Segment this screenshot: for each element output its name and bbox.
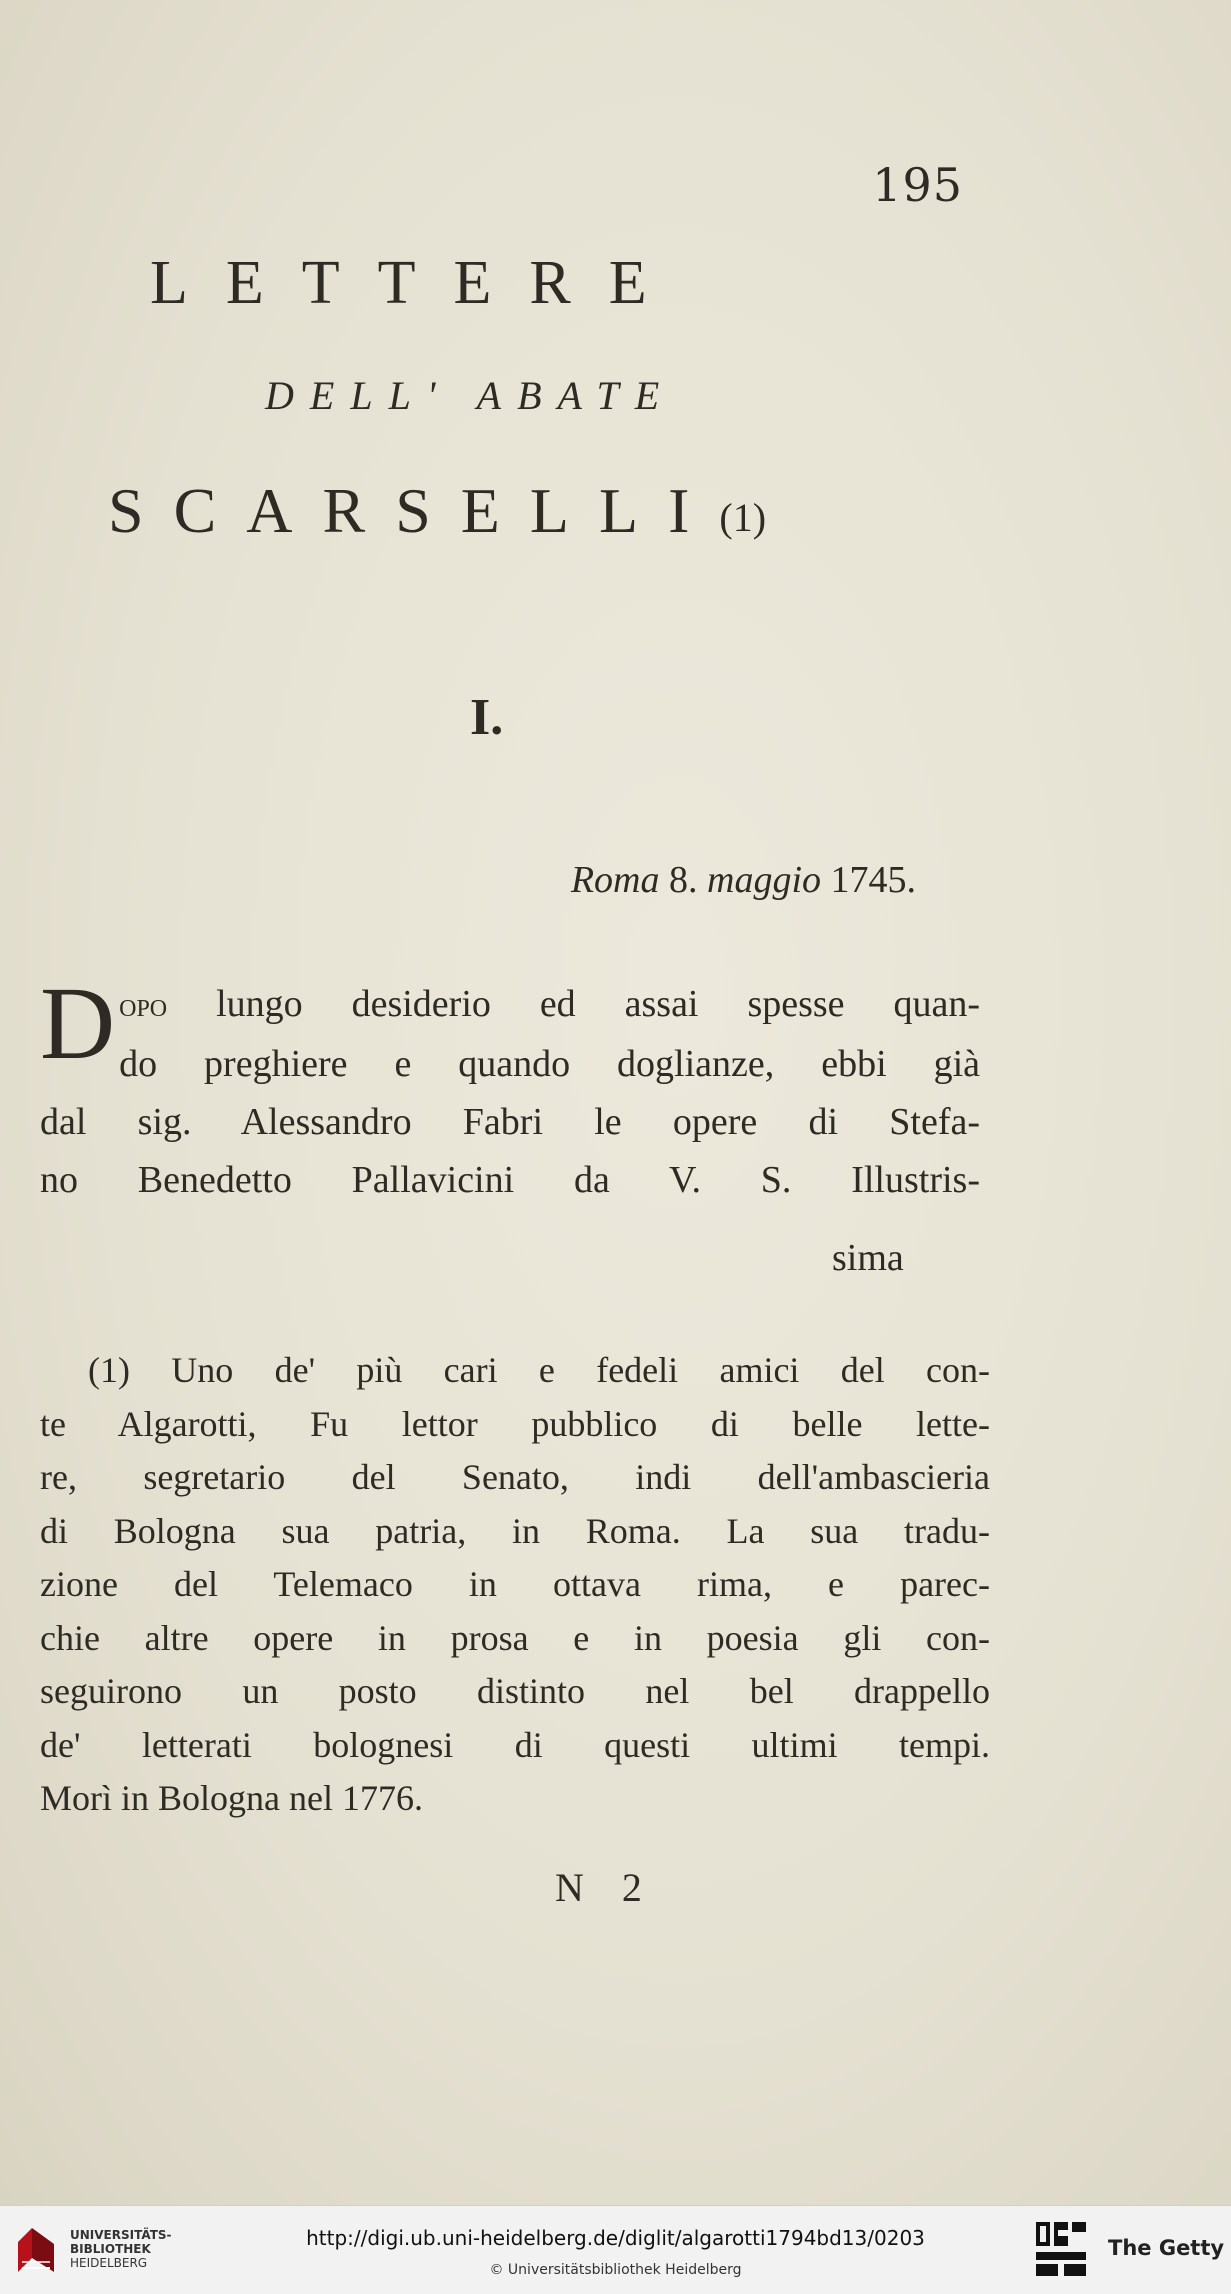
body-line-1-text: lungo desiderio ed assai spesse quan- (216, 983, 981, 1025)
library-line: BIBLIOTHEK (70, 2242, 151, 2256)
getty-logo-icon[interactable] (1034, 2220, 1088, 2278)
page-title: LETTERE (150, 249, 685, 317)
footnote-line: (1) Uno de' più cari e fedeli amici del con- (88, 1350, 990, 1390)
body-line-2: do preghiere e quando doglianze, ebbi già (119, 1043, 980, 1085)
dateline-month: maggio (707, 859, 821, 901)
footnote-line: re, segretario del Senato, indi dell'ambascieria (40, 1457, 990, 1497)
footnote-line: de' letterati bolognesi di questi ultimi tempi. (40, 1724, 990, 1765)
dateline-year: 1745. (830, 859, 916, 901)
catchword: sima (832, 1237, 904, 1279)
drop-cap: D (40, 966, 116, 1081)
footnote-line: zione del Telemaco in ottava rima, e parec- (40, 1564, 990, 1604)
signature-mark: N 2 (555, 1865, 656, 1910)
getty-label: The Getty (1108, 2236, 1225, 2260)
body-line-1 (40, 975, 980, 1035)
author-footnote-ref: (1) (719, 494, 767, 540)
page-number: 195 (872, 158, 963, 212)
footnote-line: te Algarotti, Fu lettor pubblico di belle lette- (40, 1403, 990, 1444)
footnote-line: Morì in Bologna nel 1776. (40, 1778, 423, 1818)
copyright-notice: © Universitätsbibliothek Heidelberg (489, 2262, 742, 2278)
footnote-line: di Bologna sua patria, in Roma. La sua tradu- (40, 1510, 990, 1551)
body-line-4: no Benedetto Pallavicini da V. S. Illustris- (40, 1159, 980, 1201)
dateline-day: 8. (669, 859, 698, 901)
page-subtitle: DELL' ABATE (265, 373, 676, 418)
permalink-url[interactable]: http://digi.ub.uni-heidelberg.de/diglit/algarotti1794bd13/0203 (306, 2226, 925, 2250)
first-word: opo (119, 987, 168, 1024)
letter-body (40, 966, 981, 1209)
footnote-line: chie altre opere in prosa e in poesia gli con- (40, 1617, 990, 1658)
letter-number: I. (470, 689, 504, 746)
dateline-place: Roma (570, 859, 660, 901)
footnote (40, 1344, 990, 1826)
library-line: UNIVERSITÄTS- (70, 2228, 172, 2242)
viewer-footer (0, 2205, 1231, 2294)
library-line: HEIDELBERG (70, 2256, 148, 2270)
footnote-line: seguirono un posto distinto nel bel drappello (40, 1671, 990, 1711)
author-text: SCARSELLI (108, 475, 720, 546)
body-line-3: dal sig. Alessandro Fabri le opere di Stefa- (40, 1101, 980, 1143)
author-name (108, 474, 766, 548)
dateline (571, 858, 916, 902)
